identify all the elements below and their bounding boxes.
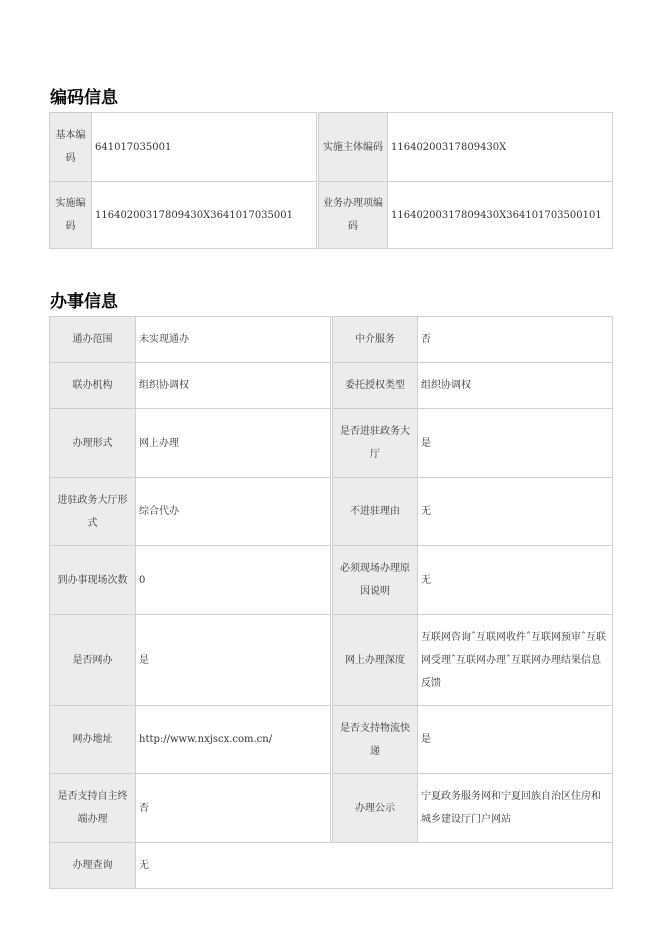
implementation-code-value: 11640200317809430X3641017035001 xyxy=(92,182,317,249)
implementing-entity-code-value: 11640200317809430X xyxy=(388,113,613,182)
onsite-reason-label: 必须现场办理原因说明 xyxy=(333,546,418,615)
table-row xyxy=(50,615,613,706)
authorization-type-label: 委托授权类型 xyxy=(333,363,418,409)
express-delivery-value: 是 xyxy=(418,706,613,774)
intermediary-service-value: 否 xyxy=(418,317,613,363)
table-row xyxy=(50,363,613,409)
service-scope-label: 通办范围 xyxy=(50,317,136,363)
handling-form-value: 网上办理 xyxy=(136,409,331,478)
public-notice-label: 办理公示 xyxy=(333,774,418,843)
onsite-visits-label: 到办事现场次数 xyxy=(50,546,136,615)
table-row xyxy=(50,113,613,182)
table-row xyxy=(50,409,613,478)
service-hall-form-value: 综合代办 xyxy=(136,478,331,546)
business-item-code-value: 11640200317809430X364101703500101 xyxy=(388,182,613,249)
not-in-hall-reason-label: 不进驻理由 xyxy=(333,478,418,546)
table-row xyxy=(50,317,613,363)
service-hall-form-label: 进驻政务大厅形式 xyxy=(50,478,136,546)
table-row xyxy=(50,843,613,889)
basic-code-label: 基本编码 xyxy=(50,113,92,182)
self-service-terminal-label: 是否支持自主终端办理 xyxy=(50,774,136,843)
table-row xyxy=(50,706,613,774)
inquiry-label: 办理查询 xyxy=(50,843,136,889)
table-row xyxy=(50,182,613,249)
implementation-code-label: 实施编码 xyxy=(50,182,92,249)
table-row xyxy=(50,546,613,615)
joint-agency-label: 联办机构 xyxy=(50,363,136,409)
table-row xyxy=(50,478,613,546)
online-depth-value: 互联网咨询ˆ互联网收件ˆ互联网预审ˆ互联网受理ˆ互联网办理ˆ互联网办理结果信息反馈 xyxy=(418,615,613,706)
intermediary-service-label: 中介服务 xyxy=(333,317,418,363)
coding-info-table xyxy=(49,112,613,249)
implementing-entity-code-label: 实施主体编码 xyxy=(319,113,388,182)
business-item-code-label: 业务办理项编码 xyxy=(319,182,388,249)
public-notice-value: 宁夏政务服务网和宁夏回族自治区住房和城乡建设厅门户网站 xyxy=(418,774,613,843)
online-handling-label: 是否网办 xyxy=(50,615,136,706)
online-depth-label: 网上办理深度 xyxy=(333,615,418,706)
joint-agency-value: 组织协调权 xyxy=(136,363,331,409)
online-address-label: 网办地址 xyxy=(50,706,136,774)
handling-section-title: 办事信息 xyxy=(50,292,118,312)
inquiry-value: 无 xyxy=(136,843,613,889)
authorization-type-value: 组织协调权 xyxy=(418,363,613,409)
in-service-hall-value: 是 xyxy=(418,409,613,478)
coding-section-title: 编码信息 xyxy=(50,88,118,108)
online-address-value: http://www.nxjscx.com.cn/ xyxy=(136,706,331,774)
handling-form-label: 办理形式 xyxy=(50,409,136,478)
handling-info-table xyxy=(49,316,613,889)
in-service-hall-label: 是否进驻政务大厅 xyxy=(333,409,418,478)
onsite-visits-value: 0 xyxy=(136,546,331,615)
online-handling-value: 是 xyxy=(136,615,331,706)
express-delivery-label: 是否支持物流快递 xyxy=(333,706,418,774)
service-scope-value: 未实现通办 xyxy=(136,317,331,363)
not-in-hall-reason-value: 无 xyxy=(418,478,613,546)
self-service-terminal-value: 否 xyxy=(136,774,331,843)
onsite-reason-value: 无 xyxy=(418,546,613,615)
basic-code-value: 641017035001 xyxy=(92,113,317,182)
table-row xyxy=(50,774,613,843)
